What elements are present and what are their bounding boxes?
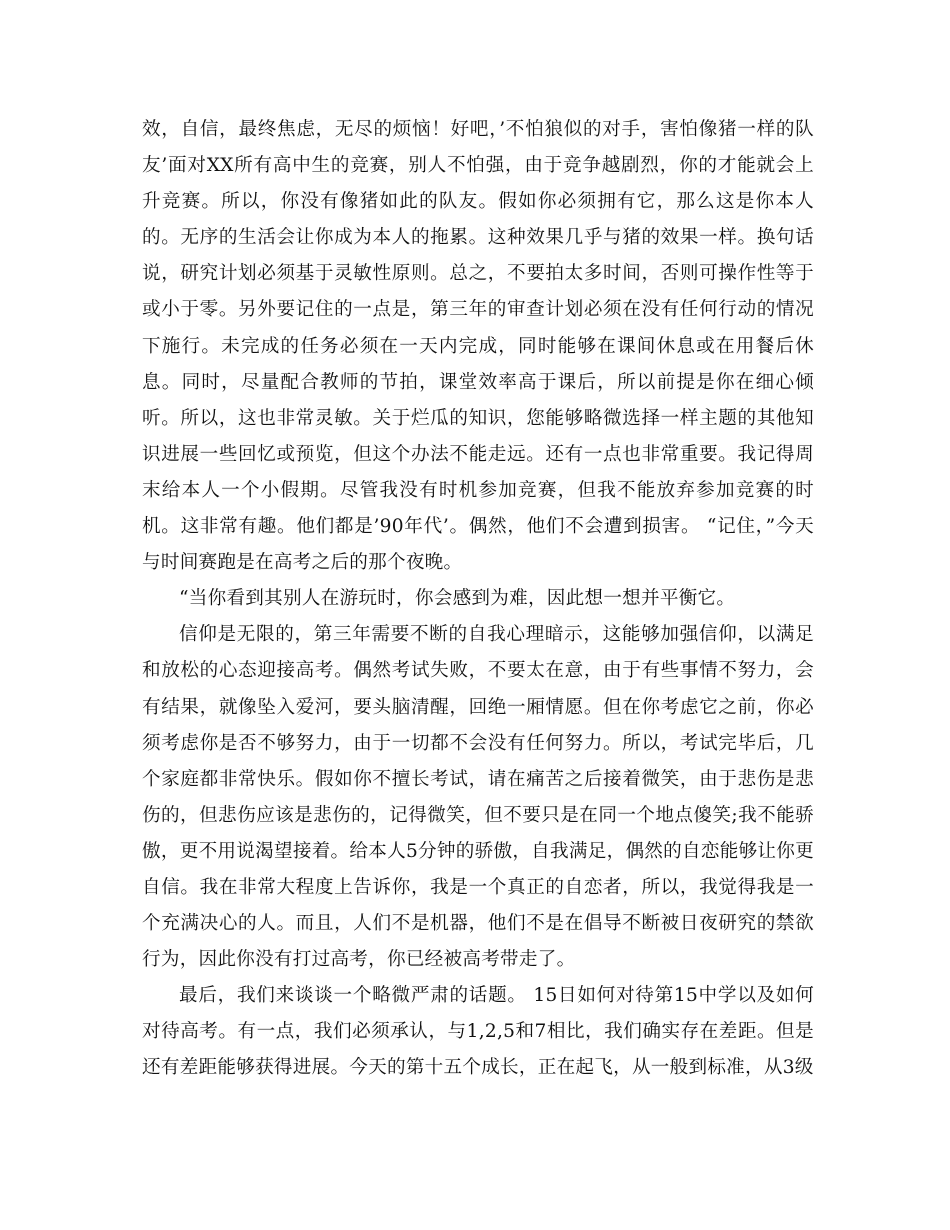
paragraph-3: 信仰是无限的，第三年需要不断的自我心理暗示，这能够加强信仰，以满足和放松的心态迎接高考。偶然考试失败，不要太在意，由于有些事情不努力，会有结果，就像坠入爱河，要头脑清醒，回绝一厢情愿。但在你考虑它之前，你必须考虑你是否不够努力，由于一切都不会没有任何努力。所以，考试完毕后，几个家庭都非常快乐。假如你不擅长考试，请在痛苦之后接着微笑，由于悲伤是悲伤的，但悲伤应该是悲伤的，记得微笑，但不要只是在同一个地点傻笑;我不能骄傲，更不用说渴望接着。给本人5分钟的骄傲，自我满足，偶然的自恋能够让你更自信。我在非常大程度上告诉你，我是一个真正的自恋者，所以，我觉得我是一个充满决心的人。而且，人们不是机器，他们不是在倡导不断被日夜研究的禁欲行为，因此你没有打过高考，你已经被高考带走了。 — [142, 624, 814, 971]
paragraph-4: 最后，我们来谈谈一个略微严肃的话题。 15日如何对待第15中学以及如何对待高考。有一点，我们必须承认，与1,2,5和7相比，我们确实存在差距。但是还有差距能够获得进展。今天的第十五个成长，正在起飞，从一般到标准，从3级 — [142, 985, 814, 1079]
document-body — [142, 112, 814, 1087]
paragraph-2: “当你看到其别人在游玩时，你会感到为难，因此想一想并平衡它。 — [179, 588, 736, 610]
paragraph-1: 效，自信，最终焦虑，无尽的烦恼！好吧，’不怕狼似的对手，害怕像猪一样的队友’面对XX所有高中生的竞赛，别人不怕强，由于竞争越剧烈，你的才能就会上升竞赛。所以，你没有像猪如此的队友。假如你必须拥有它，那么这是你本人的。无序的生活会让你成为本人的拖累。这种效果几乎与猪的效果一样。换句话说，研究计划必须基于灵敏性原则。总之，不要拍太多时间，否则可操作性等于或小于零。另外要记住的一点是，第三年的审查计划必须在没有任何行动的情况下施行。未完成的任务必须在一天内完成，同时能够在课间休息或在用餐后休息。同时，尽量配合教师的节拍，课堂效率高于课后，所以前提是你在细心倾听。所以，这也非常灵敏。关于烂瓜的知识，您能够略微选择一样主题的其他知识进展一些回忆或预览，但这个办法不能走远。还有一点也非常重要。我记得周末给本人一个小假期。尽管我没有时机参加竞赛，但我不能放弃参加竞赛的时机。这非常有趣。他们都是’90年代’。偶然，他们不会遭到损害。 “记住，”今天与时间赛跑是在高考之后的那个夜晚。 — [142, 119, 814, 574]
